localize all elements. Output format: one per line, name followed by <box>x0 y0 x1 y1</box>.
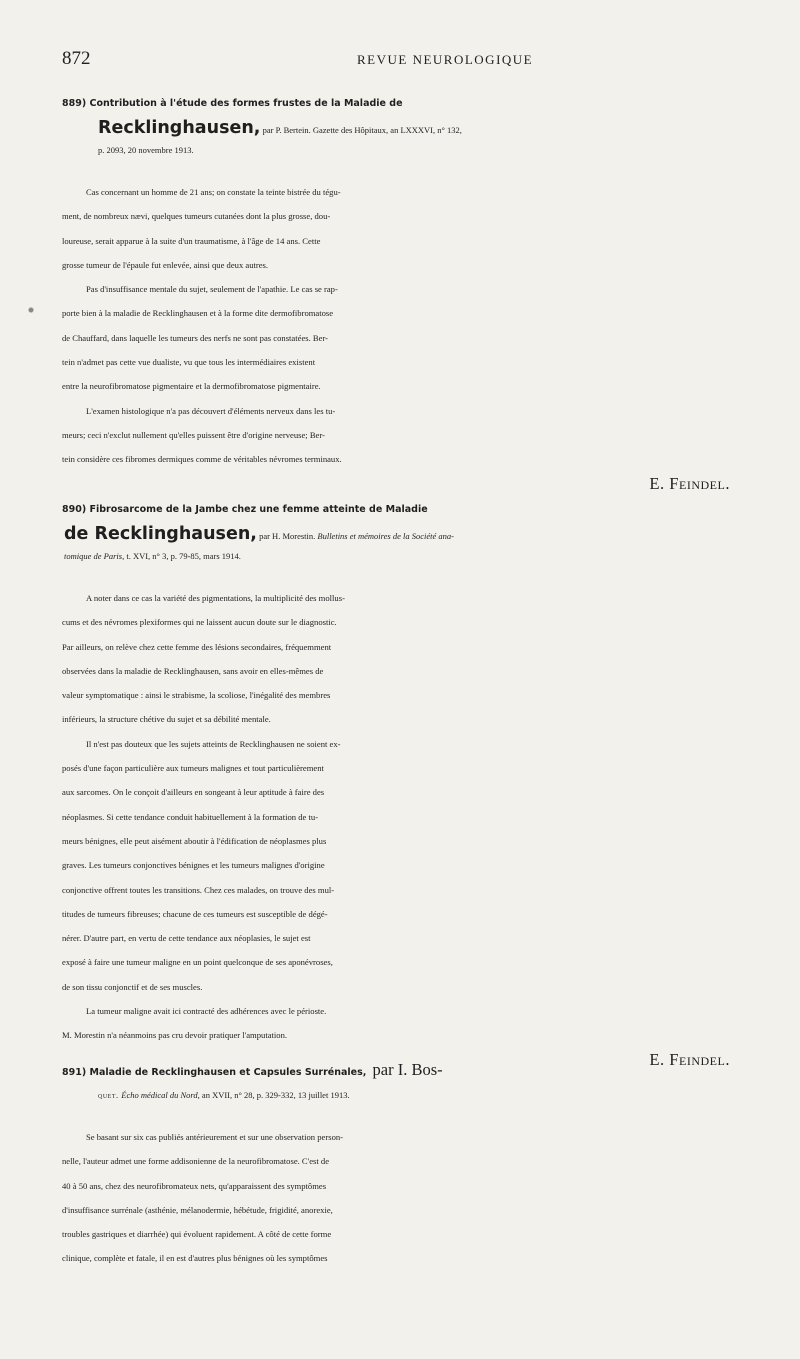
text-line: inférieurs, la structure chétive du sujet et sa débilité mentale. <box>62 714 271 725</box>
text-line: de Chauffard, dans laquelle les tumeurs des nerfs ne sont pas constatées. Ber- <box>62 332 328 343</box>
signature: E. Feindel. <box>649 1049 730 1069</box>
reference-tail: par P. Bertein. Gazette des Hôpitaux, an LXXXVI, n° 132, <box>262 125 462 135</box>
text-line: tein n'admet pas cette vue dualiste, vu que tous les intermédiaires existent <box>62 357 316 368</box>
text-line: d'insuffisance surrénale (asthénie, mélanodermie, hébétude, frigidité, anorexie, <box>62 1204 333 1215</box>
author-end: quet. <box>98 1090 122 1100</box>
text-line: L'examen histologique n'a pas découvert d'éléments nerveux dans les tu- <box>86 405 336 416</box>
text-line: entre la neurofibromatose pigmentaire et la dermofibromatose pigmentaire. <box>62 381 321 392</box>
text-line: ment, de nombreux nævi, quelques tumeurs cutanées dont la plus grosse, dou- <box>62 211 331 222</box>
ink-speck <box>24 305 38 315</box>
text-line: néoplasmes. Si cette tendance conduit habituellement à la formation de tu- <box>62 811 319 822</box>
text-line: meurs; ceci n'exclut nullement qu'elles puissent être d'origine nerveuse; Ber- <box>62 429 325 440</box>
text-line: tein considère ces fibromes dermiques comme de véritables névromes terminaux. <box>62 454 342 465</box>
text-line: conjonctive offrent toutes les transitions. Chez ces malades, on trouve des mul- <box>62 884 335 895</box>
text-line: valeur symptomatique : ainsi le strabisme, la scoliose, l'inégalité des membres <box>62 690 331 701</box>
text-line: posés d'une façon particulière aux tumeurs malignes et tout particulièrement <box>62 763 324 774</box>
title-line-1: Contribution à l'étude des formes frustes de la Maladie de <box>89 98 403 109</box>
reference-journal-cont: tomique de Paris, <box>64 551 125 561</box>
reference-details: t. XVI, n° 3, p. 79-85, mars 1914. <box>124 551 241 561</box>
text-line: Pas d'insuffisance mentale du sujet, seulement de l'apathie. Le cas se rap- <box>86 284 338 295</box>
text-line: clinique, complète et fatale, il en est d'autres plus bénignes où les symptômes <box>62 1253 328 1264</box>
title-line-1: Fibrosarcome de la Jambe chez une femme atteinte de Maladie <box>89 504 428 515</box>
reference-journal: Écho médical du Nord, <box>121 1090 200 1100</box>
text-line: graves. Les tumeurs conjonctives bénignes et les tumeurs malignes d'origine <box>62 860 325 871</box>
text-line: Par ailleurs, on relève chez cette femme des lésions secondaires, fréquemment <box>62 641 332 652</box>
article-body <box>62 180 762 472</box>
title-line-2: de Recklinghausen, <box>64 524 257 544</box>
reference-line-2: p. 2093, 20 novembre 1913. <box>98 145 194 155</box>
text-line: cums et des névromes plexiformes qui ne laissent aucun doute sur le diagnostic. <box>62 617 337 628</box>
text-line: de son tissu conjonctif et de ses muscles. <box>62 981 203 992</box>
text-line: A noter dans ce cas la variété des pigmentations, la multiplicité des mollus- <box>86 593 345 603</box>
text-line: loureuse, serait apparue à la suite d'un traumatisme, à l'âge de 14 ans. Cette <box>62 235 321 246</box>
article-title <box>62 92 762 116</box>
text-line: troubles gastriques et diarrhée) qui évoluent rapidement. A côté de cette forme <box>62 1229 332 1240</box>
reference-line <box>62 116 762 140</box>
reference-line <box>62 522 762 546</box>
text-line: meurs bénignes, elle peut aisément aboutir à l'édification de néoplasmes plus <box>62 835 327 846</box>
reference-line <box>62 1085 762 1105</box>
text-line: porte bien à la maladie de Recklinghausen et à la forme dite dermofibromatose <box>62 308 334 319</box>
text-line: grosse tumeur de l'épaule fut enlevée, ainsi que deux autres. <box>62 259 269 270</box>
text-line: 40 à 50 ans, chez des neurofibromateux nets, qu'apparaissent des symptômes <box>62 1180 327 1191</box>
text-line: M. Morestin n'a néanmoins pas cru devoir pratiquer l'amputation. <box>62 1030 288 1041</box>
title-line-2: Recklinghausen, <box>98 118 261 138</box>
text-line: titudes de tumeurs fibreuses; chacune de ces tumeurs est susceptible de dégé- <box>62 908 328 919</box>
running-title: REVUE NEUROLOGIQUE <box>357 52 534 67</box>
text-line: La tumeur maligne avait ici contracté des adhérences avec le périoste. <box>86 1006 327 1017</box>
text-line: Se basant sur six cas publiés antérieurement et sur une observation person- <box>86 1132 344 1142</box>
reference-author: par H. Morestin. <box>259 531 318 541</box>
reference-line-2 <box>62 546 762 566</box>
text-line: nérer. D'autre part, en vertu de cette tendance aux néoplasies, le sujet est <box>62 933 311 944</box>
reference-details: an XVII, n° 28, p. 329-332, 13 juillet 1913. <box>199 1090 350 1100</box>
article-body <box>62 1125 762 1271</box>
article-body <box>62 586 762 1048</box>
text-line: Il n'est pas douteux que les sujets atteints de Recklinghausen ne soient ex- <box>86 738 341 749</box>
article-890 <box>62 498 762 1072</box>
page-number: 872 <box>62 48 91 69</box>
author-start: par I. Bos- <box>368 1060 443 1079</box>
article-number: 890) <box>62 504 87 515</box>
text-line: observées dans la maladie de Recklinghausen, sans avoir en elles-mêmes de <box>62 665 324 676</box>
article-889 <box>62 92 762 496</box>
text-line: Cas concernant un homme de 21 ans; on constate la teinte bistrée du tégu- <box>86 187 341 197</box>
article-number: 891) <box>62 1067 87 1078</box>
signature: E. Feindel. <box>649 473 730 493</box>
article-891 <box>62 1060 762 1271</box>
text-line: exposé à faire une tumeur maligne en un point quelconque de ses aponévroses, <box>62 957 333 968</box>
article-title <box>62 498 762 522</box>
page-header <box>62 48 760 72</box>
text-line: nelle, l'auteur admet une forme addisonienne de la neurofibromatose. C'est de <box>62 1156 330 1167</box>
text-line: aux sarcomes. On le conçoit d'ailleurs en songeant à leur aptitude à faire des <box>62 787 325 798</box>
article-title <box>62 1060 762 1085</box>
title-line-1: Maladie de Recklinghausen et Capsules Surrénales, <box>89 1067 367 1078</box>
article-number: 889) <box>62 98 87 109</box>
reference-journal: Bulletins et mémoires de la Société ana- <box>317 531 454 541</box>
